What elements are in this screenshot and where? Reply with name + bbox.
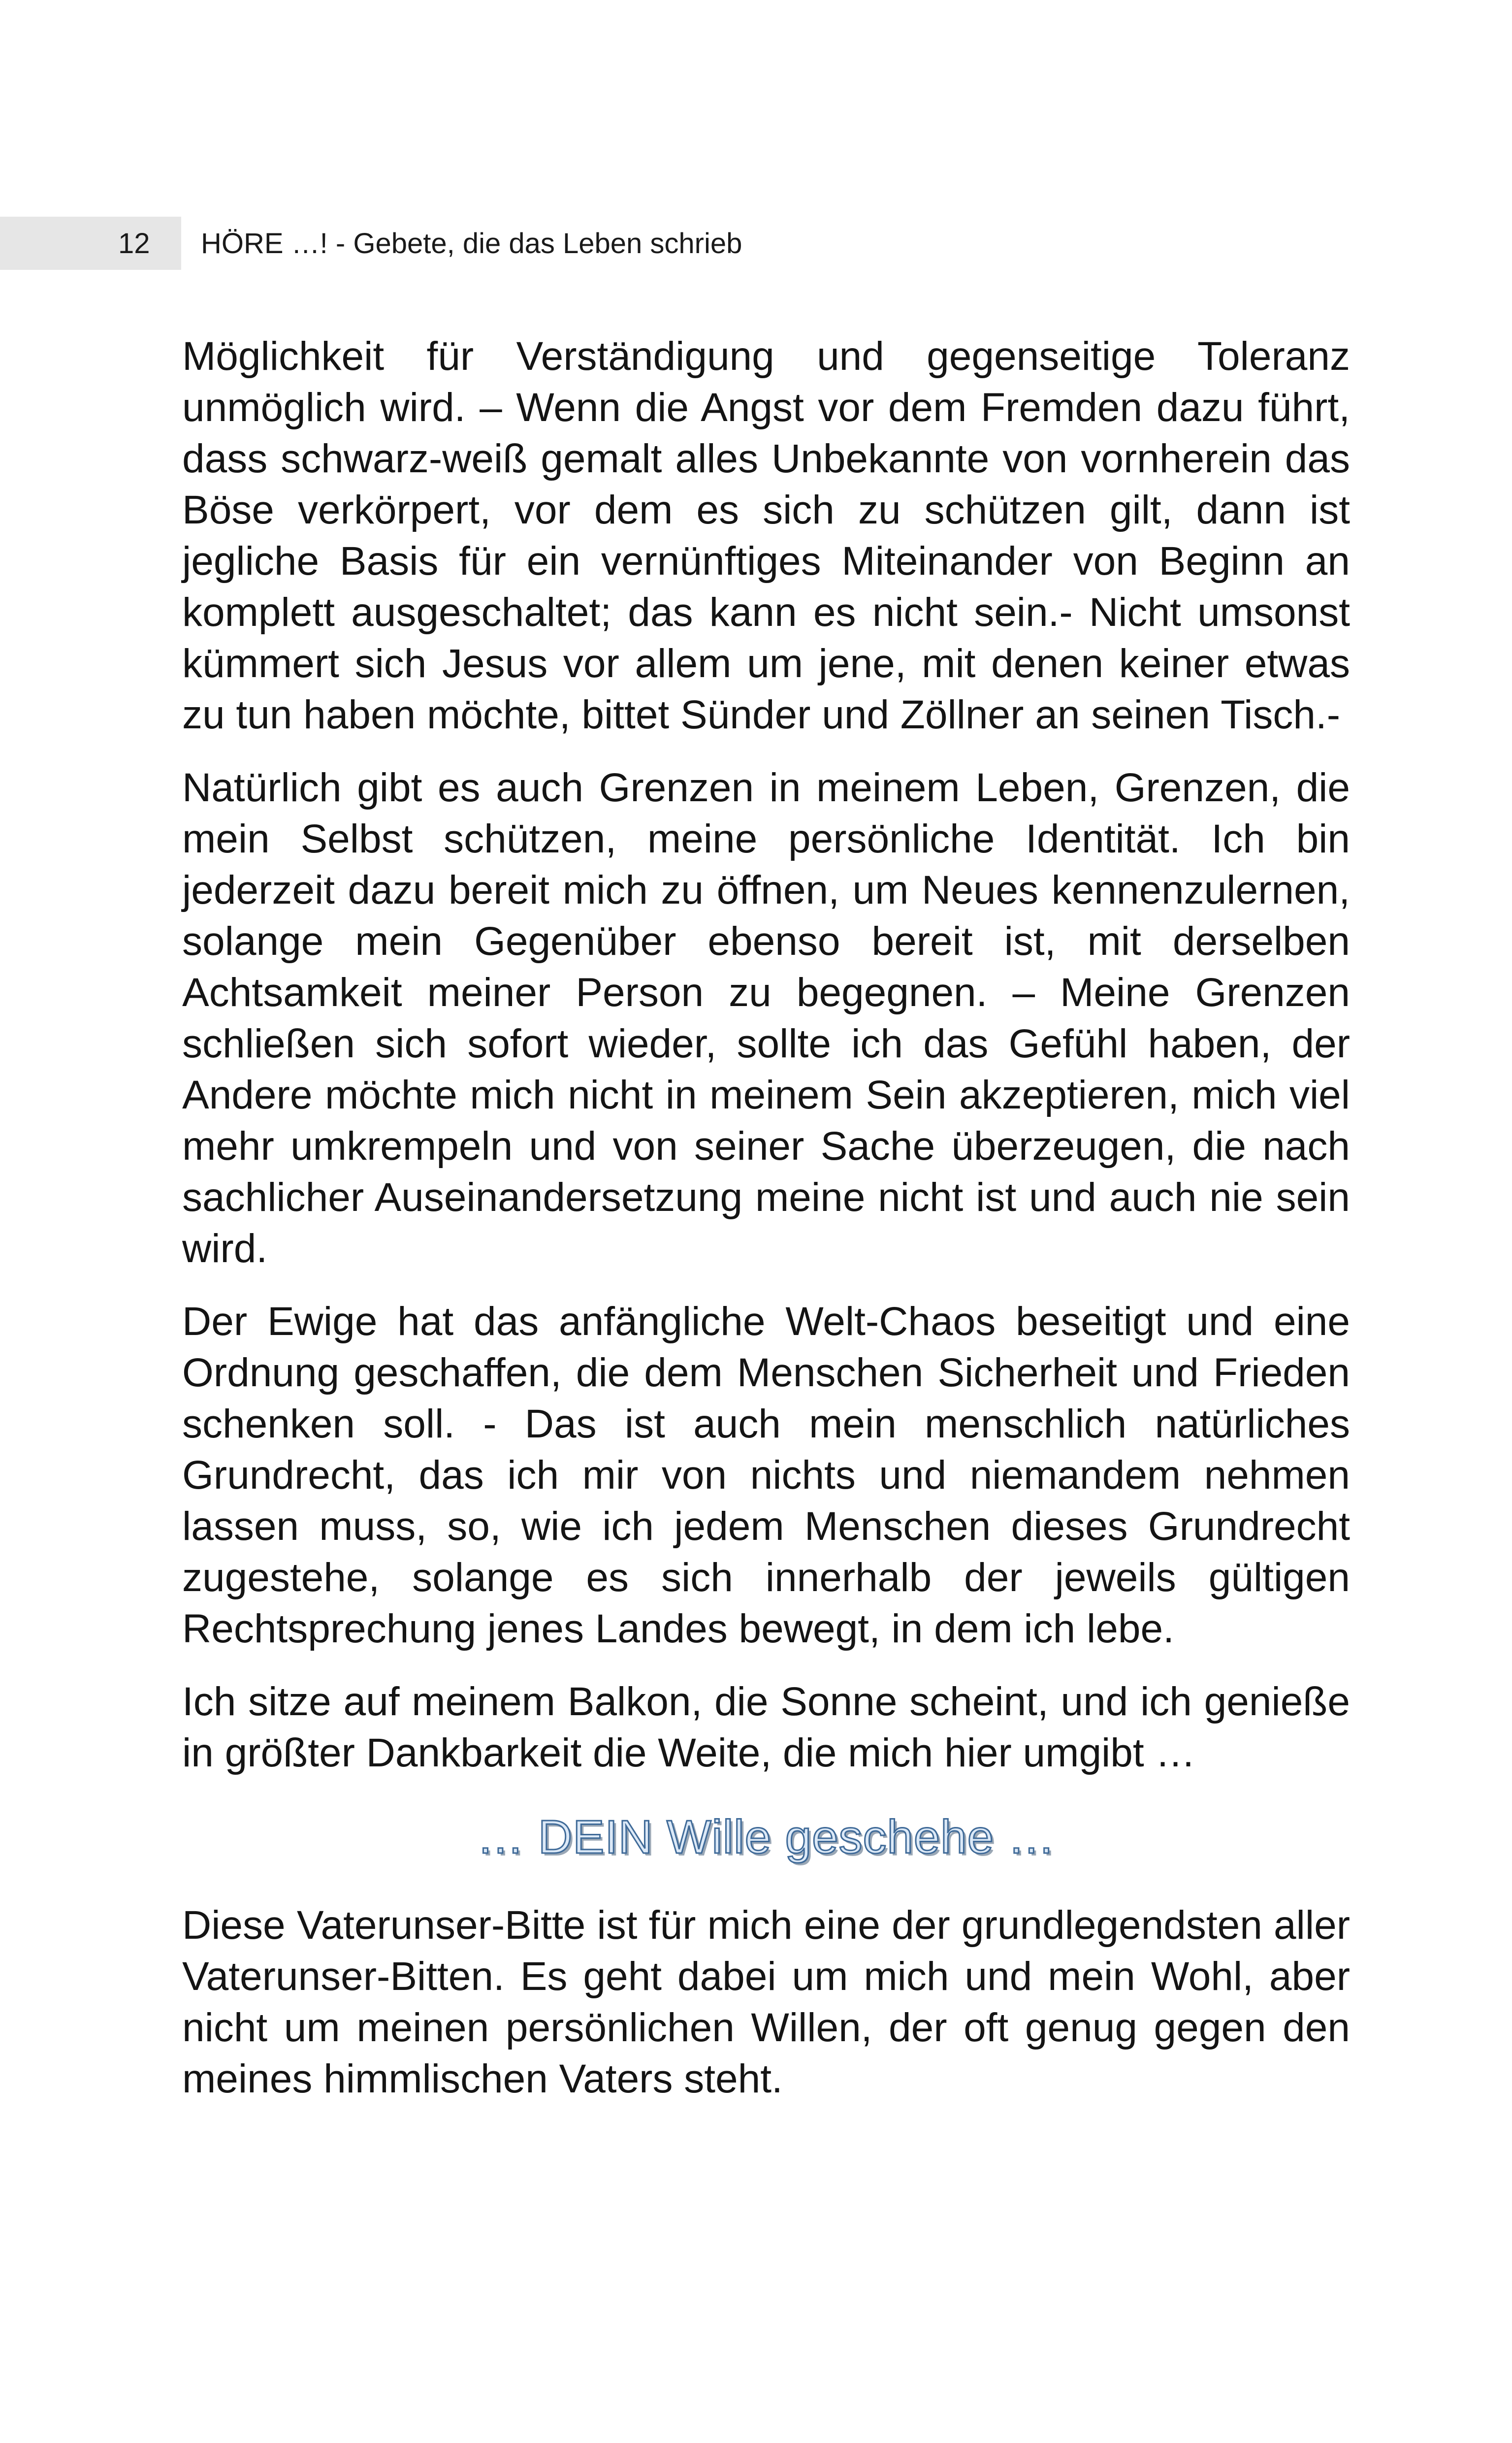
paragraph-tolerance: Möglichkeit für Verständigung und gegenseitige Toleranz unmöglich wird. – Wenn die Angst vor dem Fremden dazu führt, dass schwarz-weiß gemalt alles Unbekannte von vornherein das Böse verkörpert, vor dem es sich zu schützen gilt, dann ist jegliche Basis für ein vernünftiges Miteinander von Beginn an komplett ausgeschaltet; das kann es nicht sein.- Nicht umsonst kümmert sich Jesus vor allem um jene, mit denen keiner etwas zu tun haben möchte, bittet Sünder und Zöllner an seinen Tisch.-: [182, 334, 1350, 737]
paragraph-balcony: Ich sitze auf meinem Balkon, die Sonne scheint, und ich genieße in größter Dankbarkeit die Weite, die mich hier umgibt …: [182, 1679, 1350, 1775]
section-heading: … DEIN Wille geschehe …: [477, 1811, 1056, 1863]
header-band: [0, 217, 181, 270]
page-number: 12: [118, 228, 150, 260]
running-title: HÖRE …! - Gebete, die das Leben schrieb: [201, 228, 742, 260]
paragraph-order: Der Ewige hat das anfängliche Welt-Chaos beseitigt und eine Ordnung geschaffen, die dem Menschen Sicherheit und Frieden schenken soll. - Das ist auch mein menschlich natürliches Grundrecht, das ich mir von nichts und niemandem nehmen lassen muss, so, wie ich jedem Menschen dieses Grundrecht zugestehe, solange es sich innerhalb der jeweils gültigen Rechtsprechung jenes Landes bewegt, in dem ich lebe.: [182, 1299, 1350, 1651]
paragraph-boundaries: Natürlich gibt es auch Grenzen in meinem Leben, Grenzen, die mein Selbst schützen, meine persönliche Identität. Ich bin jederzeit dazu bereit mich zu öffnen, um Neues kennenzulernen, solange mein Gegenüber ebenso bereit ist, mit derselben Achtsamkeit meiner Person zu begegnen. – Meine Grenzen schließen sich sofort wieder, sollte ich das Gefühl haben, der Andere möchte mich nicht in meinem Sein akzeptieren, mich viel mehr umkrempeln und von seiner Sache überzeugen, die nach sachlicher Auseinandersetzung meine nicht ist und auch nie sein wird.: [182, 765, 1350, 1271]
page-body: [182, 331, 1350, 2126]
paragraph-vaterunser: Diese Vaterunser-Bitte ist für mich eine der grundlegendsten aller Vaterunser-Bitten. Es geht dabei um mich und mein Wohl, aber nicht um meinen persönlichen Willen, der oft genug gegen den meines himmlischen Vaters steht.: [182, 1903, 1350, 2101]
